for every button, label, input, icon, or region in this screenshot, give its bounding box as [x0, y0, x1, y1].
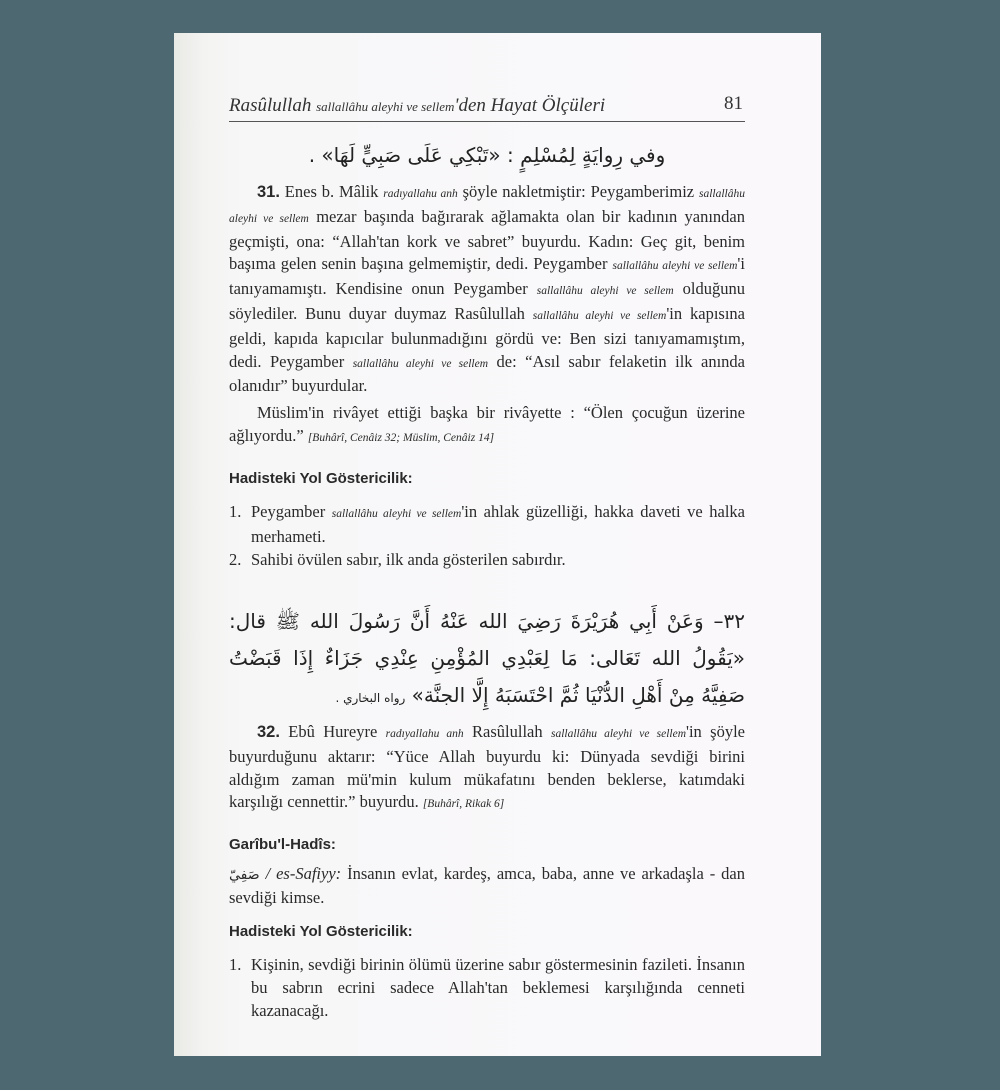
book-page	[174, 33, 821, 1056]
arabic-hadith-32	[229, 603, 745, 717]
list-number: 1.	[229, 502, 242, 521]
hadith-31-text	[229, 182, 745, 395]
arabic-source: رواه البخاري .	[335, 691, 406, 705]
section-heading: Garîbu'l-Hadîs:	[229, 836, 336, 853]
citation: [Buhârî, Cenâiz 32; Müslim, Cenâiz 14]	[307, 431, 495, 444]
hadith-number: 31.	[257, 183, 280, 201]
list-number: 1.	[229, 955, 242, 974]
gharib-definition	[229, 863, 745, 910]
item-text: Kişinin, sevdiği birinin ölümü üzerine sabır göstermesinin fazileti. İnsanın bu sabrın ecrini sadece Allah'tan beklemesi karşılığında cenneti kazanacağı.	[251, 955, 745, 1020]
list-number: 2.	[229, 549, 242, 569]
header-title-honorific: sallallâhu aleyhi ve sellem	[316, 99, 455, 114]
alt-narration-text: Müslim'in rivâyet ettiği başka bir rivâyette : “Ölen çocuğun üzerine ağlıyordu.”	[229, 403, 745, 445]
text-run: mezar başında bağırarak ağlamakta olan bir kadının yanından geçmişti, ona: “Allah'tan kork ve sabret” buyurdu. Kadın: Geç git, benim başıma gelen senin başına gelmemiştir, dedi. Peygamber	[229, 206, 745, 274]
running-header	[229, 95, 745, 122]
text-run: Enes b. Mâlik	[284, 182, 384, 201]
list-item	[229, 954, 745, 1022]
text-run: Ebû Hureyre	[288, 722, 386, 741]
honorific: sallallâhu aleyhi ve sellem	[550, 728, 686, 740]
gharib-section	[229, 836, 745, 910]
hadith-32-paragraph	[229, 721, 745, 816]
list-item	[229, 501, 745, 549]
text-run: olduğunu söylediler. Bunu duyar duymaz Rasûlullah	[229, 279, 745, 323]
hadith-31-alt-narration	[229, 402, 745, 450]
header-title-part: 'den Hayat Ölçüleri	[454, 95, 606, 116]
hadith-31	[229, 181, 745, 450]
definition-text: İnsanın evlat, kardeş, amca, baba, anne ve arkadaşla - dan sevdiği kimse.	[229, 864, 745, 907]
list-item	[229, 549, 745, 572]
honorific: radıyallahu anh	[385, 728, 464, 740]
citation: [Buhârî, Rikak 6]	[422, 798, 505, 811]
guidance-list-2	[229, 954, 745, 1022]
guidance-section-2	[229, 923, 745, 1022]
item-text: 'in ahlak güzelliği, hakka daveti ve halka merhameti.	[251, 502, 745, 546]
honorific: sallallâhu aleyhi ve sellem	[229, 188, 745, 225]
honorific: sallallâhu aleyhi ve sellem	[536, 285, 674, 298]
hadith-31-paragraph	[229, 181, 745, 398]
text-run: 'in kapısına geldi, kapıda kapıcılar bulunmadığını gördü ve: Ben sizi tanıyamamıştım, dedi. Peygamber	[229, 303, 745, 371]
arabic-term: صَفِيّ	[229, 867, 260, 883]
section-heading: Hadisteki Yol Göstericilik:	[229, 923, 413, 940]
hadith-number: 32.	[257, 723, 280, 741]
header-title	[229, 95, 605, 117]
honorific: sallallâhu aleyhi ve sellem	[532, 309, 667, 322]
text-run: 'in şöyle buyurduğunu aktarır: “Yüce Allah buyurdu ki: Dünyada sevdiği birini aldığım zaman mü'min kulum mükafatını benden beklerse, katımdaki karşılığı cennettir.” buyurdu.	[229, 722, 745, 812]
honorific: sallallâhu aleyhi ve sellem	[331, 508, 462, 520]
text-run: Rasûlullah	[463, 722, 551, 741]
honorific: sallallâhu aleyhi ve sellem	[352, 357, 489, 370]
honorific: radıyallahu anh	[383, 188, 458, 200]
text-run: şöyle nakletmiştir: Peygamberimiz	[457, 182, 699, 201]
item-text: Sahibi övülen sabır, ilk anda gösterilen sabırdır.	[251, 549, 566, 569]
text-run: de: “Asıl sabır felaketin ilk anında olanıdır” buyurdular.	[229, 351, 745, 396]
honorific: sallallâhu aleyhi ve sellem	[612, 260, 738, 273]
page-number: 81	[724, 93, 743, 114]
guidance-list-1	[229, 501, 745, 571]
header-title-part: Rasûlullah	[229, 95, 317, 116]
transliterated-term: / es-Safiyy:	[259, 864, 342, 883]
text-run: 'i tanıyamamıştı. Kendisine onun Peygamber	[229, 254, 745, 299]
item-text: Peygamber	[251, 502, 332, 521]
hadith-32	[229, 721, 745, 816]
guidance-section-1	[229, 470, 745, 571]
section-heading: Hadisteki Yol Göstericilik:	[229, 470, 413, 487]
arabic-hadith-text: ٣٢– وَعَنْ أَبِي هُرَيْرَةَ رَضِيَ الله عَنْهُ أَنَّ رَسُولَ الله ﷺ قال: «يَقُولُ الله تَعَالى: مَا لِعَبْدِي المُؤْمِنِ عِنْدِي جَزَاءٌ إِذَا قَبَضْتُ صَفِيَّهُ مِنْ أَهْلِ الدُّنْيَا ثُمَّ احْتَسَبَهُ إِلَّا الجنَّة»	[229, 609, 745, 707]
arabic-intro-line: وفي رِوايَةٍ لِمُسْلِمٍ : «تَبْكِي عَلَى صَبِيٍّ لَهَا» .	[308, 143, 666, 167]
